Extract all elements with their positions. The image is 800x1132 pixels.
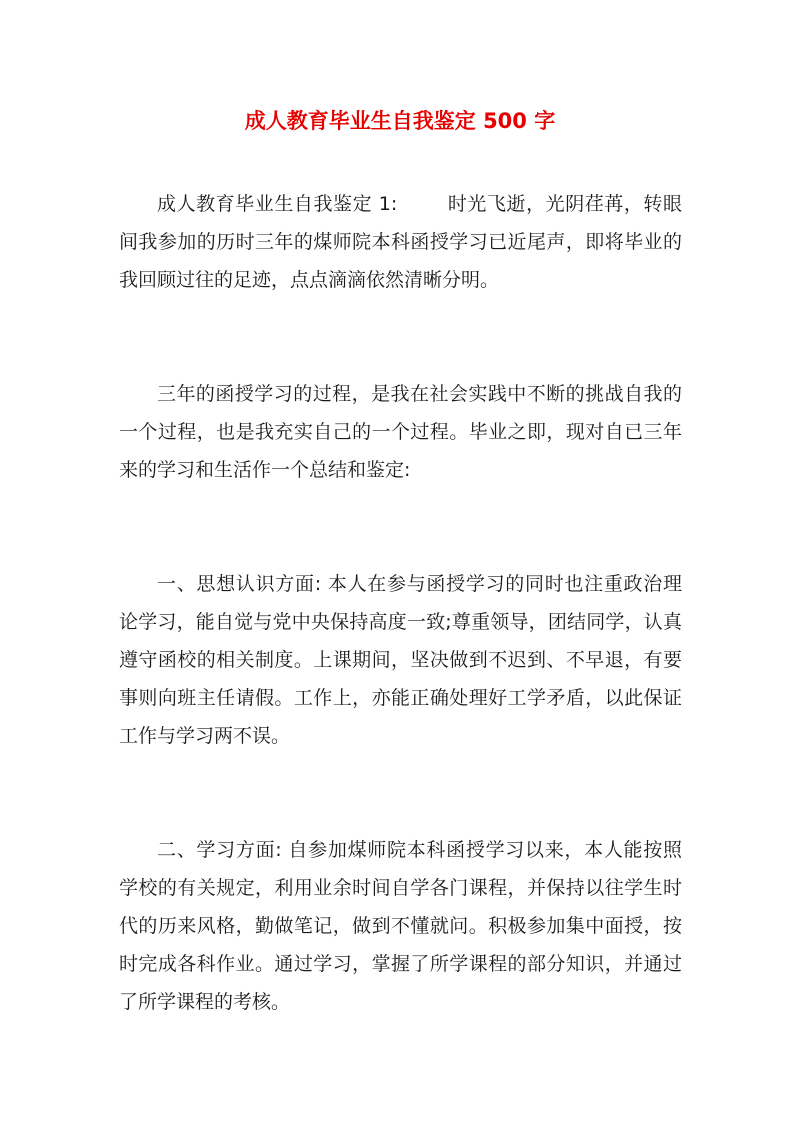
paragraph-1-text: 时光飞逝，光阴荏苒，转眼间我参加的历时三年的煤师院本科函授学习已近尾声，即将毕业的我回顾过往的足迹，点点滴滴依然清晰分明。 (119, 193, 682, 291)
paragraph-4: 二、学习方面: 自参加煤师院本科函授学习以来，本人能按照学校的有关规定，利用业余时间自学各门课程，并保持以往学生时代的历来风格，勤做笔记，做到不懂就问。积极参加集中面授，按时完成各科作业。通过学习，掌握了所学课程的部分知识，并通过了所学课程的考核。 (119, 839, 682, 1013)
paragraph-2: 三年的函授学习的过程，是我在社会实践中不断的挑战自我的一个过程，也是我充实自己的一个过程。毕业之即，现对自已三年来的学习和生活作一个总结和鉴定: (119, 383, 682, 481)
paragraph-1 (119, 185, 682, 299)
paragraph-1-lead: 成人教育毕业生自我鉴定 1: (157, 193, 398, 215)
document-title: 成人教育毕业生自我鉴定 500 字 (244, 109, 556, 133)
paragraph-3: 一、思想认识方面: 本人在参与函授学习的同时也注重政治理论学习，能自觉与党中央保持高度一致;尊重领导，团结同学，认真遵守函校的相关制度。上课期间，坚决做到不迟到、不早退，有要事则向班主任请假。工作上，亦能正确处理好工学矛盾，以此保证工作与学习两不误。 (119, 573, 682, 747)
document-body (119, 185, 682, 1097)
